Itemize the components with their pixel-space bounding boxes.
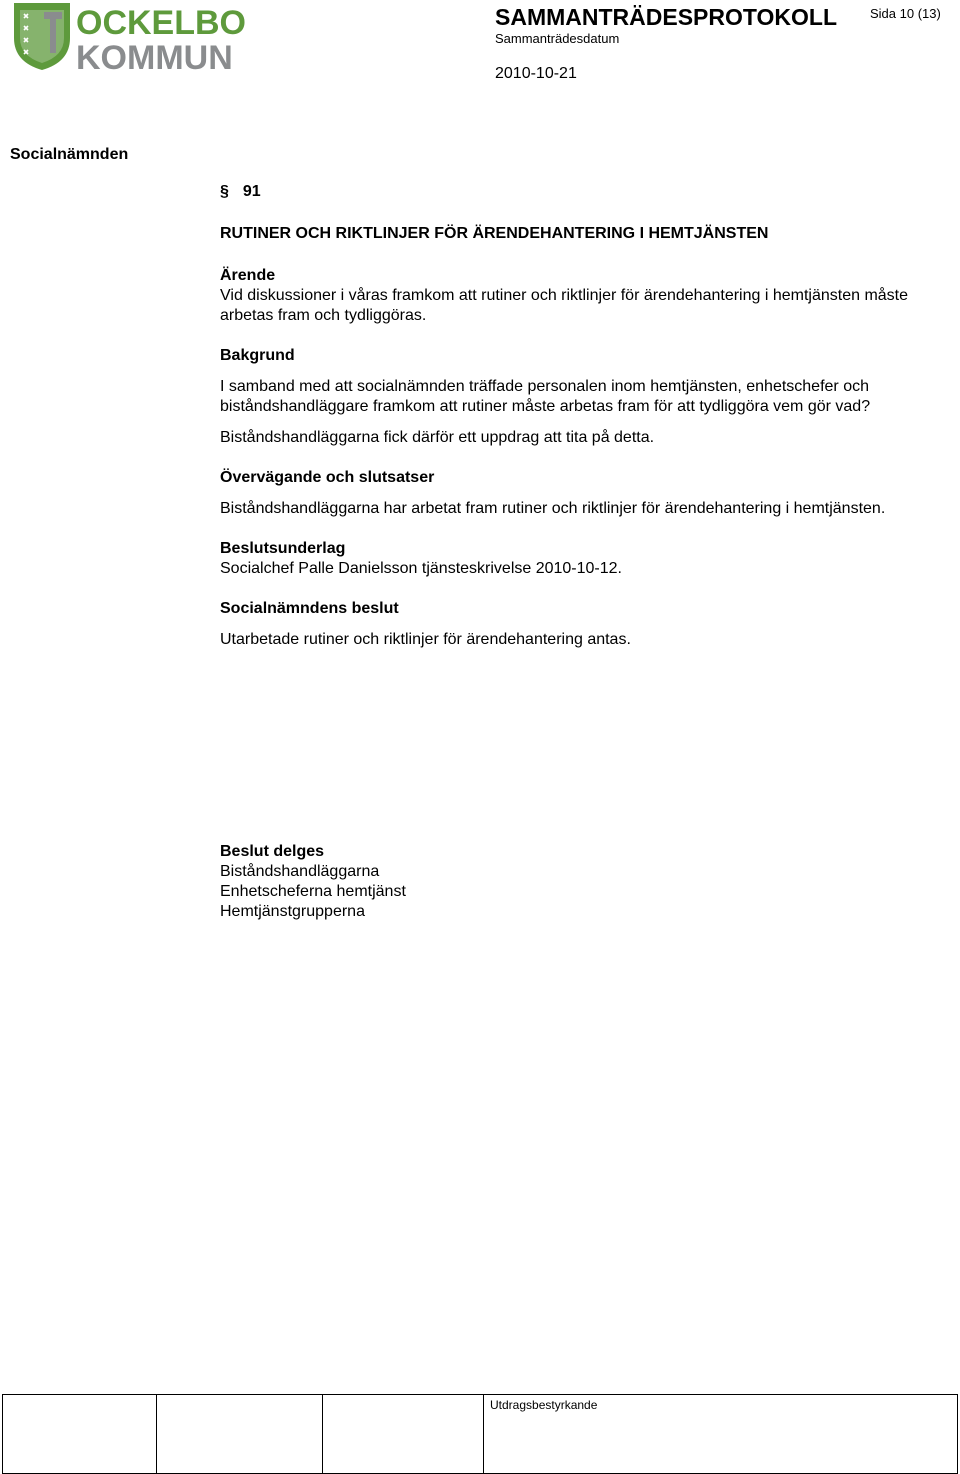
signature-cell [157, 1395, 323, 1474]
arende-text: Vid diskussioner i våras framkom att rutiner och riktlinjer för ärendehantering i hemtjänsten måste arbetas fram och tydliggöras. [220, 287, 909, 324]
protocol-body [220, 224, 945, 922]
section-symbol: § [220, 183, 229, 200]
delges-recipient: Enhetscheferna hemtjänst [220, 883, 406, 900]
arende-heading: Ärende [220, 267, 276, 284]
delges-recipient: Hemtjänstgrupperna [220, 903, 365, 920]
bakgrund-text-2: Biståndshandläggarna fick därför ett uppdrag att tita på detta. [220, 429, 655, 446]
case-title: RUTINER OCH RIKTLINJER FÖR ÄRENDEHANTERING I HEMTJÄNSTEN [220, 225, 769, 242]
meeting-date-label: Sammanträdesdatum [495, 31, 620, 46]
signature-table [2, 1394, 958, 1474]
logo-text-kommun: KOMMUN [76, 39, 233, 77]
delges-recipient: Biståndshandläggarna [220, 863, 380, 880]
ockelbo-kommun-logo [10, 0, 246, 77]
bakgrund-text: I samband med att socialnämnden träffade personalen inom hemtjänsten, enhetschefer och biståndshandläggare framkom att rutiner måste arbetas fram för att tydliggöra vem gör vad? [220, 378, 871, 415]
page-indicator: Sida 10 (13) [870, 6, 941, 21]
beslutsunderlag-text: Socialchef Palle Danielsson tjänsteskrivelse 2010-10-12. [220, 560, 622, 577]
signature-cell [323, 1395, 484, 1474]
signature-cell [3, 1395, 157, 1474]
delges-heading: Beslut delges [220, 843, 325, 860]
coat-of-arms-icon [14, 3, 70, 70]
logo-text-ockelbo: OCKELBO [76, 4, 246, 42]
overvagande-heading: Övervägande och slutsatser [220, 469, 435, 486]
beslutsunderlag-heading: Beslutsunderlag [220, 540, 346, 557]
document-title: SAMMANTRÄDESPROTOKOLL [495, 4, 838, 30]
beslut-text: Utarbetade rutiner och riktlinjer för ärendehantering antas. [220, 631, 631, 648]
bakgrund-heading: Bakgrund [220, 347, 295, 364]
attest-label: Utdragsbestyrkande [484, 1395, 958, 1474]
paragraph-number-row [220, 183, 261, 201]
committee-name: Socialnämnden [10, 146, 129, 163]
meeting-date: 2010-10-21 [495, 65, 577, 82]
paragraph-number: 91 [242, 183, 261, 200]
beslut-heading: Socialnämndens beslut [220, 600, 399, 617]
overvagande-text: Biståndshandläggarna har arbetat fram rutiner och riktlinjer för ärendehantering i hemtjänsten. [220, 500, 886, 517]
